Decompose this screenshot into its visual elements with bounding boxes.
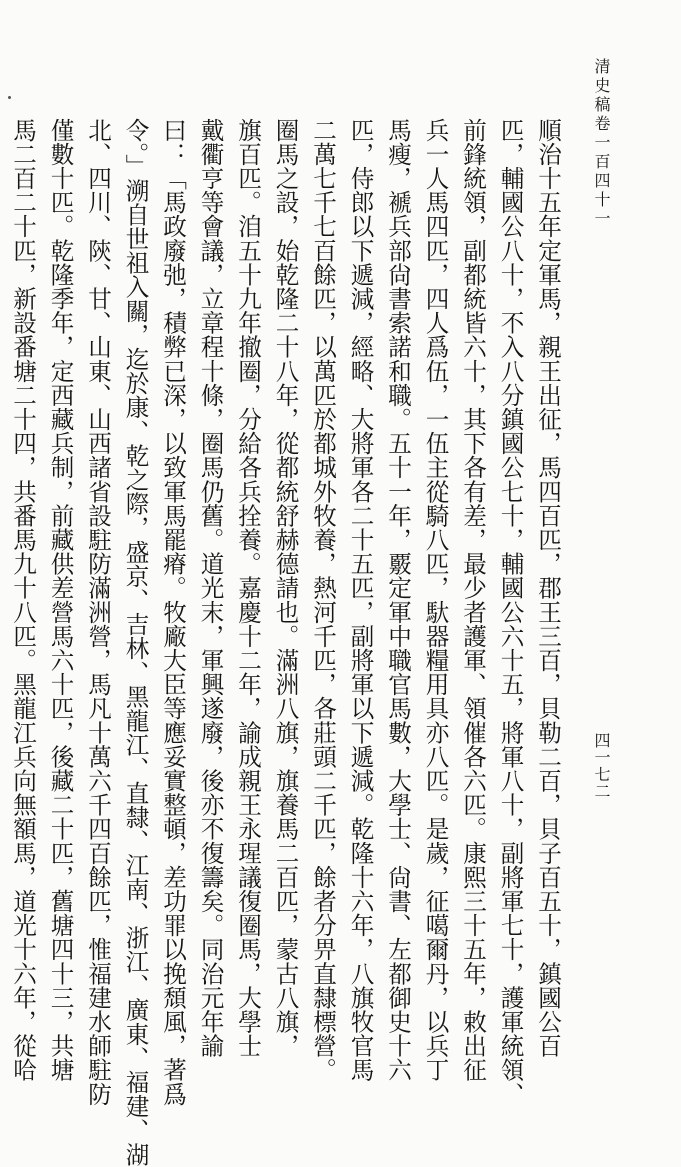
running-title: 清史稿卷一百四十一	[592, 58, 611, 229]
text-column: 北、四川、陝、甘、山東、山西諸省設駐防滿洲營，馬凡十萬六千四百餘匹，惟福建水師駐防	[84, 118, 112, 1107]
text-column: 馬瘦，褫兵部尙書索諾和職。五十一年，覈定軍中職官馬數，大學士、尙書、左都御史十六	[384, 118, 412, 1082]
text-column: 令。」溯自世祖入關，迄於康、乾之際，盛京、吉林、黑龍江、直隸、江南、浙江、廣東、福建、湖	[121, 118, 150, 1167]
margin-dot	[8, 96, 11, 99]
text-column: 兵一人馬四匹，四人爲伍，一伍主從騎八匹，馱器糧用具亦八匹。是歲，征噶爾丹，以兵丁	[421, 118, 450, 1082]
text-column: 旗百匹。洎五十九年撤圈，分給各兵拴養。嘉慶十二年，諭成親王永瑆議復圈馬，大學士	[234, 118, 262, 1058]
text-column: 前鋒統領，副都統皆六十，其下各有差，最少者護軍、領催各六匹。康熙三十五年，敕出征	[459, 118, 487, 1082]
text-column: 曰：「馬政廢弛，積弊已深，以致軍馬罷瘠。牧廠大臣等應妥實整頓，差功罪以挽頹風，著爲	[159, 118, 187, 1107]
text-column: 僅數十匹。乾隆季年，定西藏兵制，前藏供差營馬六十匹，後藏二十匹，舊塘四十三，共塘	[46, 118, 75, 1082]
text-column: 二萬七千七百餘匹，以萬匹於都城外牧養，熱河千匹，各莊頭二千匹，餘者分畀直隸標營。	[309, 118, 337, 1082]
text-column: 戴衢亨等會議，立章程十條，圈馬仍舊。道光末，軍興遂廢，後亦不復籌矣。同治元年諭	[196, 118, 225, 1058]
text-column: 圈馬之設，始乾隆二十八年，從都統舒赫德請也。滿洲八旗，旗養馬二百匹，蒙古八旗，	[271, 118, 300, 1058]
text-column: 匹，侍郎以下遞減，經略、大將軍各二十五匹，副將軍以下遞減。乾隆十六年，八旗牧官馬	[346, 118, 375, 1082]
text-column: 順治十五年定軍馬，親王出征，馬四百匹，郡王三百，貝勒二百，貝子百五十，鎮國公百	[534, 118, 562, 1058]
page-number: 四一七二	[592, 732, 611, 800]
body-text	[9, 118, 566, 1167]
text-column: 馬二百二十匹，新設番塘二十四，共番馬九十八匹。黑龍江兵向無額馬，道光十六年，從哈	[9, 118, 37, 1082]
text-column: 匹，輔國公八十，不入八分鎮國公七十，輔國公六十五，將軍八十，副將軍七十，護軍統領、	[496, 118, 525, 1107]
